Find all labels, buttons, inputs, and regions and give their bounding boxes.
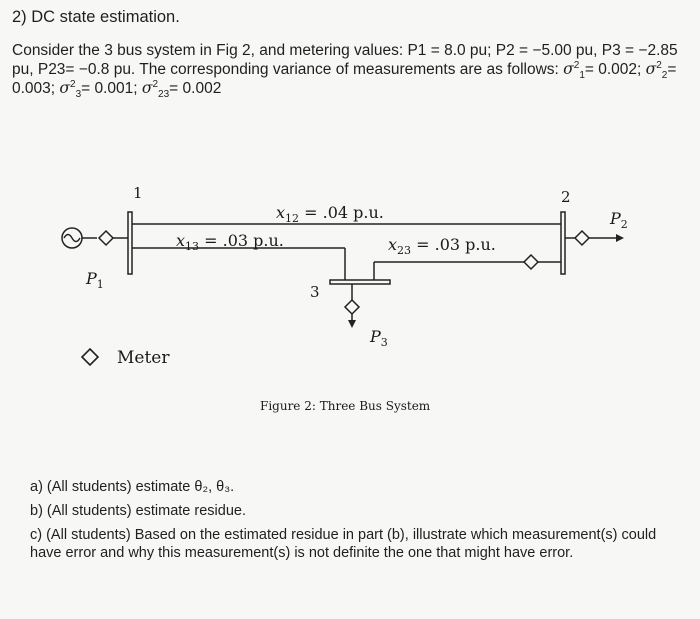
questions — [30, 478, 690, 568]
problem-line-1: Consider the 3 bus system in Fig 2, and metering values: P1 = 8.0 pu; P2 = −5.00 pu, P3 = −2.85 — [12, 42, 678, 59]
question-a: a) (All students) estimate θ₂, θ₃. — [30, 479, 235, 495]
p3-label: $P_3$ — [370, 327, 388, 349]
p2-label: $P_2$ — [610, 209, 628, 231]
meter-p2-icon — [575, 231, 589, 245]
bus-1-label: 1 — [133, 184, 143, 202]
problem-statement — [12, 42, 692, 101]
bus-1-bar — [128, 212, 132, 274]
meter-legend-icon — [82, 349, 98, 365]
question-c: c) (All students) Based on the estimated residue in part (b), illustrate which measurement(s) could have error and why this measurement(s) is not definite the one that might have error. — [30, 527, 657, 561]
problem-heading: 2) DC state estimation. — [12, 8, 180, 26]
figure-caption: Figure 2: Three Bus System — [260, 399, 431, 413]
bus-2-label: 2 — [561, 188, 571, 206]
meter-p1-icon — [99, 231, 113, 245]
x12-label: $x_{12} = .04$ p.u. — [276, 203, 384, 225]
load-arrow-p2-icon — [616, 234, 624, 242]
meter-p3-icon — [345, 300, 359, 314]
three-bus-diagram — [0, 170, 700, 430]
bus-3-bar — [330, 280, 390, 284]
meter-legend-label: Meter — [117, 348, 170, 368]
generator-icon — [62, 228, 82, 248]
p1-label: $P_1$ — [86, 269, 104, 291]
problem-line-2: pu, P23= −0.8 pu. The corresponding variance of measurements are as follows: $\sigma^2_1= 0.002$; $\sigma^2_2=$ — [12, 59, 677, 82]
load-arrow-p3-icon — [348, 320, 356, 328]
bus-2-bar — [561, 212, 565, 274]
question-b: b) (All students) estimate residue. — [30, 503, 246, 519]
meter-p23-icon — [524, 255, 538, 269]
x13-label: $x_{13} = .03$ p.u. — [176, 231, 284, 253]
problem-line-3: 0.003; $\sigma^2_3= 0.001$; $\sigma^2_{23}= 0.002$ — [12, 78, 222, 101]
bus-3-label: 3 — [310, 283, 320, 301]
x23-label: $x_{23} = .03$ p.u. — [388, 235, 496, 257]
